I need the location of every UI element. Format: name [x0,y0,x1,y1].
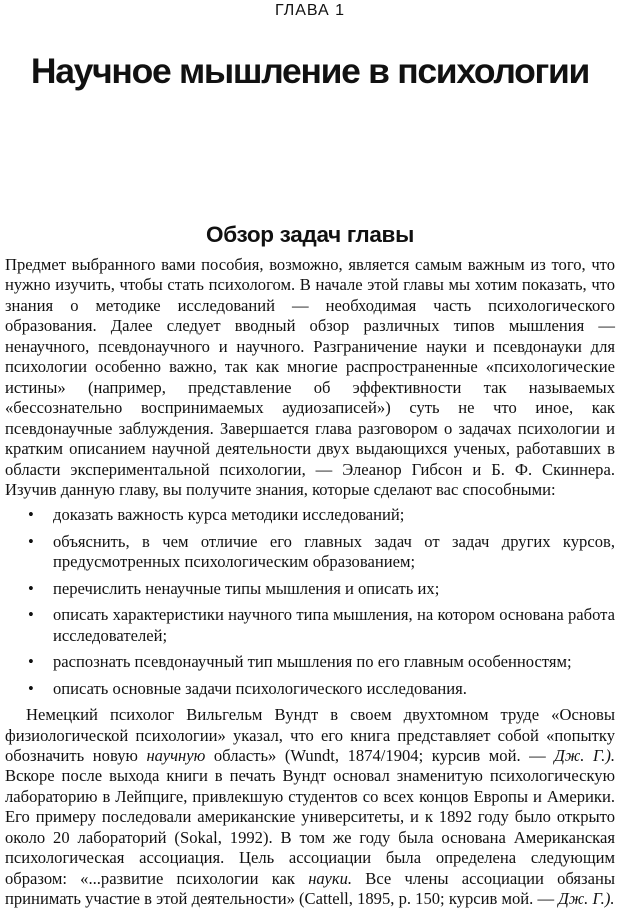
history-text-4: Все члены ассоциации обязаны принимать участие в этой деятельности» (Cattell, 1895, р. 150; курсив мой. — [5,868,616,909]
history-emphasis-3: науки. [308,868,353,888]
chapter-title: Научное мышление в психологии [30,51,590,91]
body-text [5,255,615,910]
list-item-text: доказать важность курса методики исследований; [53,505,405,525]
chapter-label: ГЛАВА 1 [274,2,346,19]
list-item [5,602,615,649]
list-item-text: распознать псевдонаучный тип мышления по его главным особенностям; [53,652,572,672]
list-item [5,676,615,702]
history-text-2: область» (Wundt, 1874/1904; курсив мой. — [205,745,555,765]
list-item-text: описать характеристики научного типа мышления, на котором основана работа исследователей; [53,605,615,645]
bullet-icon: • [28,605,34,625]
history-emphasis-4: Дж. Г.). [558,889,615,909]
section-title: Обзор задач главы [206,222,414,247]
intro-paragraph: Предмет выбранного вами пособия, возможно, является самым важным из того, что нужно изучить, чтобы стать психологом. В начале этой главы мы хотим показать, что знания о методике исследований — необходимая часть психологического образования. Далее следует вводный обзор различных типов мышления — ненаучного, псевдонаучного и научного. Разграничение науки и псевдонауки для психологии особенно важно, так как многие распространенные «психологические истины» (например, представление об эффективности так называемых «бессознательно воспринимаемых аудиозаписей») суть не что иное, как псевдонаучные заблуждения. Завершается глава разговором о задачах психологии и кратким описанием научной деятельности двух выдающихся ученых, работавших в области экспериментальной психологии, — Элеанор Гибсон и Б. Ф. Скиннера. Изучив данную главу, вы получите знания, которые сделают вас способными: [5,255,615,499]
history-emphasis-1: научную [146,745,206,765]
bullet-icon: • [28,505,34,525]
list-item-text: объяснить, в чем отличие его главных задач от задач других курсов, предусмотренных психологическим образованием; [53,531,615,572]
bullet-icon: • [28,578,34,598]
history-emphasis-2: Дж. Г.). [554,745,615,765]
history-text-3: Вскоре после выхода книги в печать Вундт основал знаменитую психологическую лабораторию в Лейпциге, привлекшую студентов со всех концов Европы и Америки. Его примеру последовали американские университеты, и к 1892 году было открыто около 20 лабораторий (Sokal, 1992). В том же году была основана Американская психологическая ассоциация. Цель ассоциации была определена следующим образом: «...развитие психологии как [5,766,615,888]
bullet-icon: • [28,678,34,698]
bullet-icon: • [28,531,34,551]
list-item-text: описать основные задачи психологического исследования. [53,678,467,698]
list-item-text: перечислить ненаучные типы мышления и описать их; [53,578,440,598]
list-item [5,529,615,576]
history-paragraph [5,705,615,910]
bullet-icon: • [28,652,34,672]
list-item [5,502,615,528]
list-item [5,649,615,675]
list-item [5,576,615,602]
history-text-1: Немецкий психолог Вильгельм Вундт в своем двухтомном труде «Основы физиологической психологии» указал, что его книга представляет собой «попытку обозначить новую [5,705,615,765]
objectives-list [5,502,615,702]
